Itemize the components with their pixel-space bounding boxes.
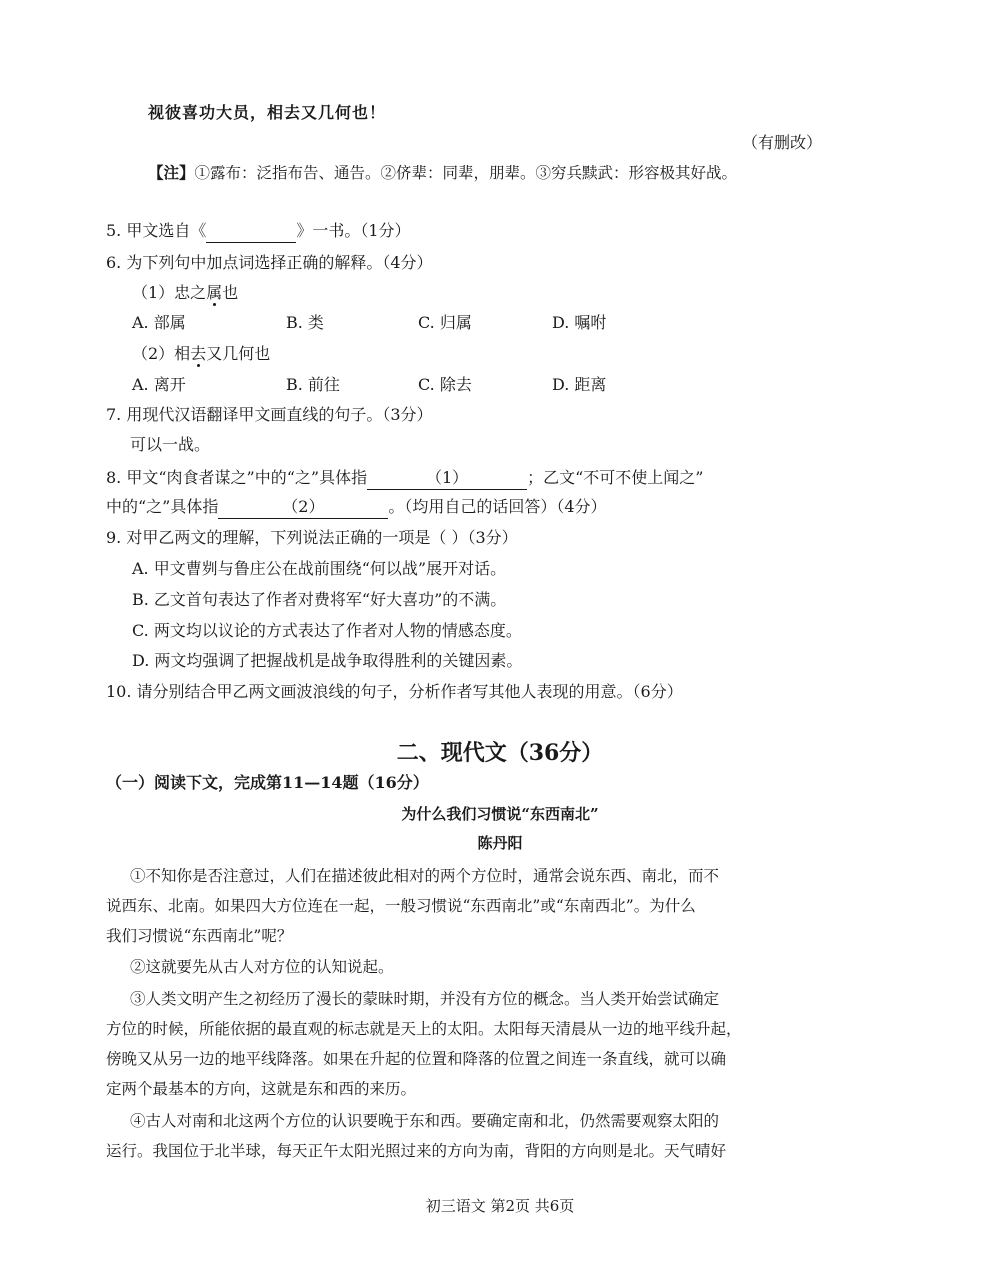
question-10-stem: 10. 请分别结合甲乙两文画波浪线的句子，分析作者写其他人表现的用意。（6分）	[106, 682, 683, 701]
q9-option-b: B. 乙文首句表达了作者对费将军“好大喜功”的不满。	[132, 590, 507, 609]
article-para-line-2: 说西东、北南。如果四大方位连在一起，一般习惯说“东西南北”或“东南西北”。为什么	[106, 897, 696, 915]
q5-answer-blank[interactable]	[206, 220, 296, 243]
q6-sub1-option-c: C. 归属	[418, 313, 472, 332]
passage-tail: 视彼喜功大员，相去又几何也！	[148, 103, 387, 122]
question-9-stem: 9. 对甲乙两文的理解，下列说法正确的一项是（ ）（3分）	[106, 528, 518, 547]
article-title: 为什么我们习惯说“东西南北”	[401, 805, 599, 823]
article-para-line-6: 方位的时候，所能依据的最直观的标志就是天上的太阳。太阳每天清晨从一边的地平线升起，	[106, 1020, 742, 1038]
q6-sub2-option-a: A. 离开	[132, 375, 186, 394]
article-para-line-1: ①不知你是否注意过，人们在描述彼此相对的两个方位时，通常会说东西、南北，而不	[130, 867, 720, 885]
q5-post: 》一书。（1分）	[296, 221, 411, 240]
question-7-stem: 7. 用现代汉语翻译甲文画直线的句子。（3分）	[106, 405, 433, 424]
section-2-title: 二、现代文（36分）	[396, 740, 604, 766]
q6-sub2-option-c: C. 除去	[418, 375, 472, 394]
q6-sub1-option-a: A. 部属	[132, 313, 186, 332]
article-author: 陈丹阳	[477, 834, 523, 852]
article-para-line-5: ③人类文明产生之初经历了漫长的蒙昧时期，并没有方位的概念。当人类开始尝试确定	[130, 990, 720, 1008]
article-para-line-10: 运行。我国位于北半球，每天正午太阳光照过来的方向为南，背阳的方向则是北。天气晴好	[106, 1142, 727, 1160]
q9-option-c: C. 两文均以议论的方式表达了作者对人物的情感态度。	[132, 621, 522, 640]
article-para-line-4: ②这就要先从古人对方位的认知说起。	[130, 958, 394, 976]
q6-sub2-post: 又几何也	[206, 344, 271, 363]
article-para-line-7: 傍晚又从另一边的地平线降落。如果在升起的位置和降落的位置之间连一条直线，就可以确	[106, 1050, 727, 1068]
source-note: （有删改）	[742, 133, 823, 152]
question-8-line2	[106, 496, 607, 519]
q6-sub2-dotted-word: 去	[190, 344, 207, 363]
q8-line1-post: ；乙文“不可不使上闻之”	[527, 468, 704, 487]
article-para-line-9: ④古人对南和北这两个方位的认识要晚于东和西。要确定南和北，仍然需要观察太阳的	[130, 1112, 720, 1130]
page-footer: 初三语文 第2页 共6页	[425, 1197, 575, 1215]
q7-sentence: 可以一战。	[130, 435, 211, 454]
q6-sub1	[132, 282, 238, 304]
q6-sub2-option-b: B. 前往	[286, 375, 340, 394]
question-8-line1	[106, 467, 703, 490]
q8-line2-pre: 中的“之”具体指	[106, 497, 219, 516]
annotation-text: ①露布：泛指布告、通告。②侪辈：同辈，朋辈。③穷兵黩武：形容极其好战。	[194, 164, 738, 182]
q6-sub2-pre: （2）相	[132, 344, 191, 363]
question-5	[106, 220, 411, 243]
q6-sub2-option-d: D. 距离	[552, 375, 607, 394]
q8-line2-post: 。（均用自己的话回答）（4分）	[388, 497, 607, 516]
q9-option-a: A. 甲文曹刿与鲁庄公在战前围绕“何以战”展开对话。	[132, 559, 507, 578]
annotation-line	[148, 162, 737, 184]
q6-sub2	[132, 343, 270, 365]
annotation-label: 【注】	[148, 163, 195, 182]
q8-blank-1[interactable]: （1）	[367, 467, 527, 490]
q5-pre: 5. 甲文选自《	[106, 221, 207, 240]
q6-sub1-dotted-word: 属	[206, 283, 223, 302]
q9-option-d: D. 两文均强调了把握战机是战争取得胜利的关键因素。	[132, 651, 523, 670]
article-para-line-8: 定两个最基本的方向，这就是东和西的来历。	[106, 1080, 417, 1098]
q8-line1-pre: 8. 甲文“肉食者谋之”中的“之”具体指	[106, 468, 368, 487]
section-2-part-1: （一）阅读下文，完成第11—14题（16分）	[106, 773, 429, 792]
article-para-line-3: 我们习惯说“东西南北”呢？	[106, 927, 293, 945]
q6-sub1-option-d: D. 嘱咐	[552, 313, 607, 332]
question-6-stem: 6. 为下列句中加点词选择正确的解释。（4分）	[106, 253, 433, 272]
q8-blank-2[interactable]: （2）	[218, 496, 388, 519]
q6-sub1-option-b: B. 类	[286, 313, 324, 332]
q6-sub1-pre: （1）忠之	[132, 283, 207, 302]
q6-sub1-post: 也	[222, 283, 239, 302]
